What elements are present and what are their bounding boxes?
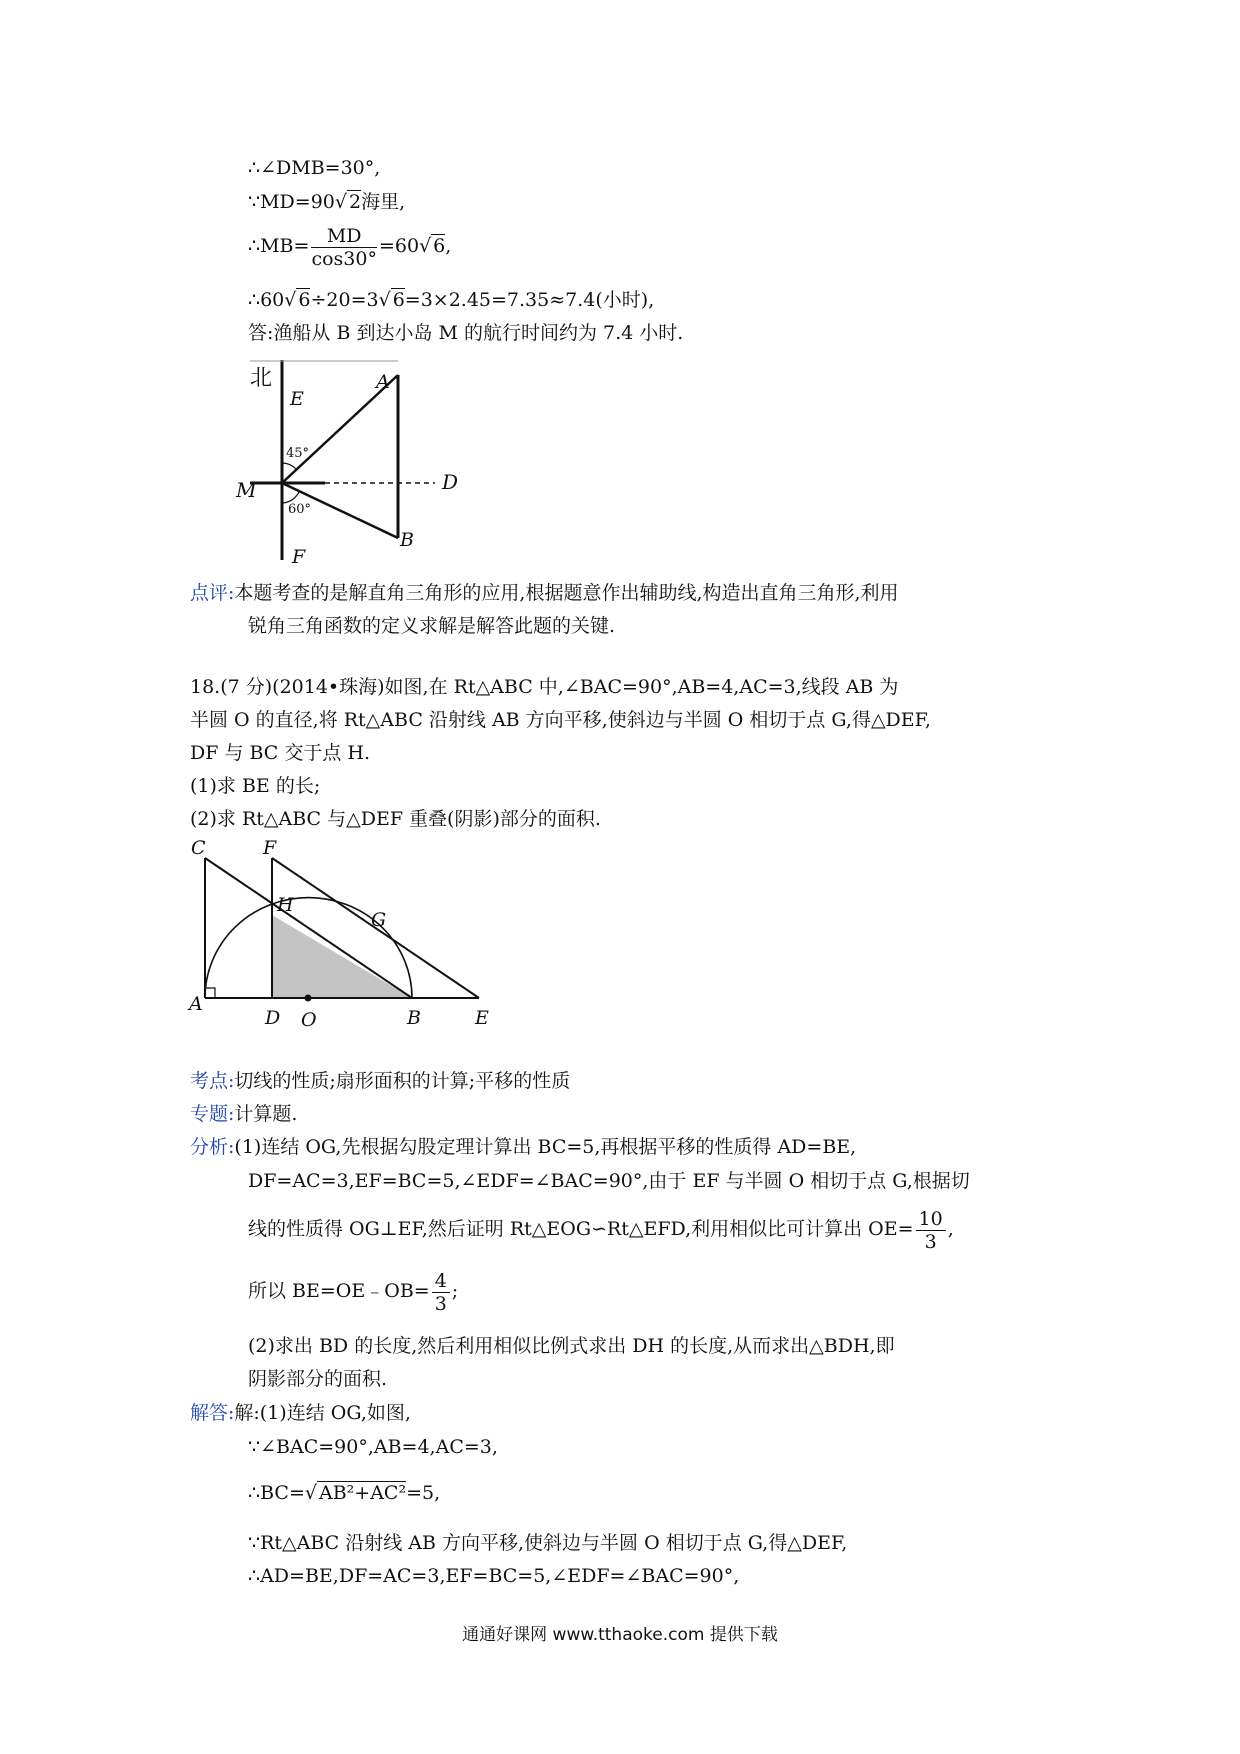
footer-text: 通通好课网 www.tthaoke.com 提供下载 [462, 1625, 778, 1645]
kaodian-label: 考点: [190, 1070, 235, 1092]
mb-denominator: cos30° [311, 247, 377, 270]
time-a: ∴60 [248, 289, 285, 311]
kaodian-line [190, 1068, 570, 1094]
md-radicand: 2 [348, 191, 362, 213]
mb-radicand: 6 [433, 235, 446, 257]
fenxi-text-3: 线的性质得 OG⊥EF,然后证明 Rt△EOG∽Rt△EFD,利用相似比可计算出 OE= [248, 1218, 914, 1240]
label-E: E [475, 1007, 489, 1029]
label-A: A [376, 371, 390, 393]
line-answer: 答:渔船从 B 到达小岛 M 的航行时间约为 7.4 小时. [248, 322, 684, 344]
line-time [248, 287, 654, 313]
time-r1: 6 [298, 289, 311, 311]
label-45: 45° [286, 446, 310, 461]
jieda-line-2: ∵∠BAC=90°,AB=4,AC=3, [248, 1436, 498, 1458]
bc-post: =5, [406, 1482, 441, 1504]
figure-translation [185, 838, 505, 1038]
fenxi-line-6: 阴影部分的面积. [248, 1368, 388, 1390]
sqrt-sign: √ [284, 289, 297, 311]
mb-mid: =60 [378, 235, 420, 257]
fenxi-post-4: ; [451, 1280, 459, 1302]
figure-navigation [236, 355, 470, 570]
be-fraction [432, 1270, 450, 1315]
fenxi-label: 分析: [190, 1136, 235, 1158]
line-md [248, 189, 405, 215]
label-north: 北 [250, 366, 273, 391]
point-o [305, 995, 312, 1002]
fenxi-line-4 [248, 1268, 458, 1315]
line-mb [248, 224, 451, 270]
label-D: D [442, 470, 459, 494]
sqrt-sign: √ [304, 1482, 317, 1504]
problem-question-2: (2)求 Rt△ABC 与△DEF 重叠(阴影)部分的面积. [190, 808, 601, 830]
arc-45 [282, 463, 296, 469]
sqrt-sign: √ [334, 191, 347, 213]
sqrt-sign: √ [378, 289, 391, 311]
time-r2: 6 [392, 289, 405, 311]
label-60: 60° [288, 502, 312, 517]
label-D: D [265, 1007, 281, 1029]
zhuanti-text: 计算题. [234, 1103, 298, 1125]
oe-denominator: 3 [924, 1230, 937, 1253]
jieda-line-3 [248, 1480, 440, 1506]
jieda-line-5: ∴AD=BE,DF=AC=3,EF=BC=5,∠EDF=∠BAC=90°, [248, 1565, 740, 1587]
label-F: F [263, 837, 277, 859]
md-pre: ∵MD=90 [248, 191, 335, 213]
label-E: E [290, 388, 304, 410]
time-b: ÷20=3 [310, 289, 379, 311]
label-C: C [191, 837, 206, 859]
bc-radicand: AB²+AC² [318, 1482, 407, 1504]
fenxi-line-1 [190, 1134, 856, 1160]
right-angle-mark [205, 988, 215, 998]
oe-fraction [916, 1208, 946, 1253]
fenxi-line-3 [248, 1206, 954, 1253]
sqrt-sign: √ [419, 235, 432, 257]
jieda-line-4: ∵Rt△ABC 沿射线 AB 方向平移,使斜边与半圆 O 相切于点 G,得△DEF, [248, 1532, 848, 1554]
jieda-label: 解答: [190, 1402, 235, 1424]
label-H: H [277, 894, 294, 916]
fenxi-post-3: , [947, 1218, 954, 1240]
comment-label: 点评: [190, 582, 235, 604]
be-denominator: 3 [434, 1292, 447, 1315]
time-c: =3×2.45=7.35≈7.4(小时), [404, 289, 655, 311]
shaded-bdh [272, 915, 412, 998]
mb-numerator: MD [311, 225, 377, 248]
label-B: B [407, 1007, 421, 1029]
label-O: O [301, 1009, 317, 1031]
mb-fraction [311, 225, 377, 270]
label-F: F [292, 546, 306, 568]
comment-line-2: 锐角三角函数的定义求解是解答此题的关键. [248, 615, 616, 637]
comment-line-1 [190, 580, 899, 606]
kaodian-text: 切线的性质;扇形面积的计算;平移的性质 [234, 1070, 571, 1092]
fenxi-text-1: (1)连结 OG,先根据勾股定理计算出 BC=5,再根据平移的性质得 AD=BE, [234, 1136, 857, 1158]
problem-line-2: 半圆 O 的直径,将 Rt△ABC 沿射线 AB 方向平移,使斜边与半圆 O 相切于点 G,得△DEF, [190, 709, 931, 731]
comment-text-1: 本题考查的是解直角三角形的应用,根据题意作出辅助线,构造出直角三角形,利用 [234, 582, 899, 604]
fenxi-line-2: DF=AC=3,EF=BC=5,∠EDF=∠BAC=90°,由于 EF 与半圆 O 相切于点 G,根据切 [248, 1170, 970, 1192]
fenxi-line-5: (2)求出 BD 的长度,然后利用相似比例式求出 DH 的长度,从而求出△BDH,即 [248, 1335, 895, 1357]
problem-line-1: 18.(7 分)(2014•珠海)如图,在 Rt△ABC 中,∠BAC=90°,AB=4,AC=3,线段 AB 为 [190, 676, 899, 698]
problem-line-3: DF 与 BC 交于点 H. [190, 742, 371, 764]
md-post: 海里, [361, 191, 406, 213]
be-numerator: 4 [432, 1270, 450, 1293]
line-dmb: ∴∠DMB=30°, [248, 157, 381, 179]
jieda-text-1: 解:(1)连结 OG,如图, [234, 1402, 411, 1424]
label-B: B [400, 529, 414, 551]
label-A: A [189, 993, 203, 1015]
mb-post: , [445, 235, 452, 257]
zhuanti-label: 专题: [190, 1103, 235, 1125]
bc-pre: ∴BC= [248, 1482, 305, 1504]
problem-question-1: (1)求 BE 的长; [190, 775, 321, 797]
label-G: G [371, 909, 387, 931]
jieda-line-1 [190, 1400, 411, 1426]
zhuanti-line [190, 1101, 297, 1127]
mb-pre: ∴MB= [248, 235, 310, 257]
oe-numerator: 10 [916, 1208, 946, 1231]
fenxi-text-4: 所以 BE=OE﹣OB= [248, 1280, 430, 1302]
label-M: M [236, 478, 257, 502]
